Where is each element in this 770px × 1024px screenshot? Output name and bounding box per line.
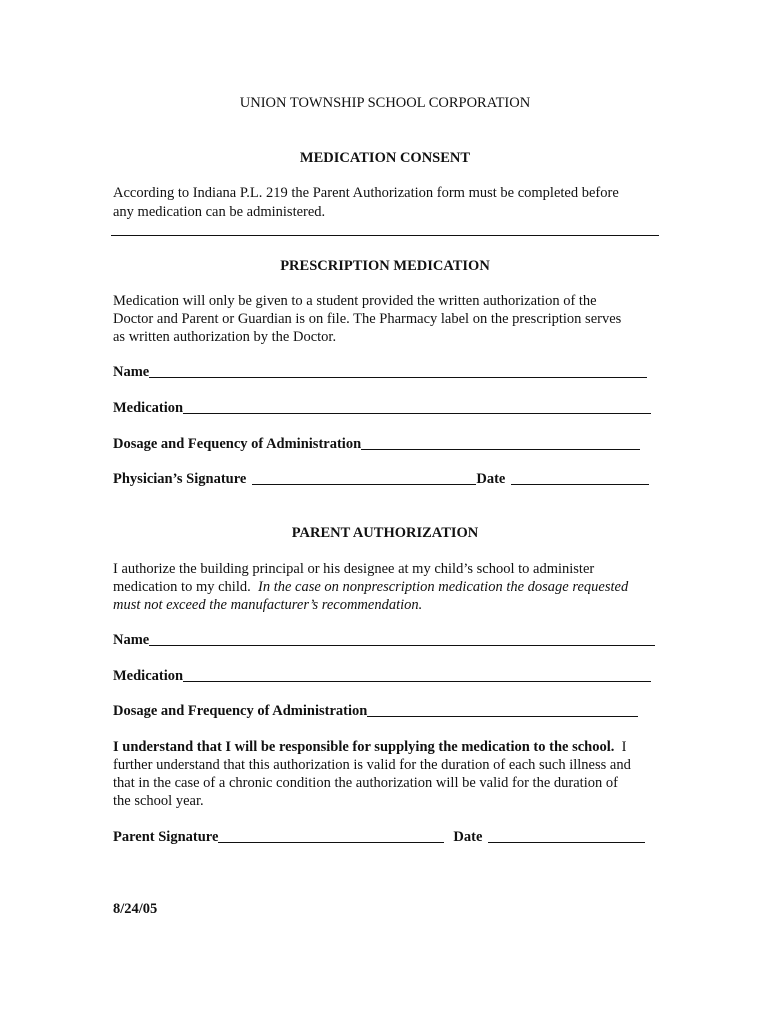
prescription-name-label: Name <box>113 364 150 380</box>
parent-medication-label: Medication <box>113 668 184 684</box>
prescription-dosage-line[interactable] <box>361 435 640 450</box>
physician-date-label: Date <box>476 471 506 487</box>
parent-text-line-2-plain: medication to my child. <box>113 579 258 595</box>
responsibility-line-2: further understand that this authorization is valid for the duration of each such illness and <box>113 757 631 773</box>
consent-title: MEDICATION CONSENT <box>299 150 471 166</box>
parent-text-line-3: must not exceed the manufacturer’s recommendation. <box>113 597 423 613</box>
prescription-text-line-3: as written authorization by the Doctor. <box>113 329 337 345</box>
parent-dosage-field[interactable] <box>113 702 638 720</box>
prescription-text-line-1: Medication will only be given to a student provided the written authorization of the <box>113 293 597 309</box>
responsibility-line-3: that in the case of a chronic condition the authorization will be valid for the duration of <box>113 775 618 791</box>
physician-date-line[interactable] <box>511 470 649 485</box>
responsibility-bold-text: I understand that I will be responsible for supplying the medication to the school. <box>113 739 615 755</box>
consent-text-line-1: According to Indiana P.L. 219 the Parent Authorization form must be completed before <box>113 185 619 201</box>
parent-text-line-2-italic: In the case on nonprescription medication the dosage requested <box>257 579 629 595</box>
parent-authorization-title: PARENT AUTHORIZATION <box>291 525 479 541</box>
parent-text-line-2 <box>113 578 628 596</box>
parent-medication-line[interactable] <box>183 667 651 682</box>
prescription-medication-line[interactable] <box>183 399 651 414</box>
prescription-medication-label: Medication <box>113 400 184 416</box>
prescription-medication-field[interactable] <box>113 399 651 417</box>
parent-dosage-label: Dosage and Frequency of Administration <box>113 703 368 719</box>
parent-date-label: Date <box>453 829 483 845</box>
prescription-text-line-2: Doctor and Parent or Guardian is on file. The Pharmacy label on the prescription serves <box>113 311 622 327</box>
physician-signature-field[interactable] <box>113 470 649 488</box>
section-divider <box>111 235 659 236</box>
responsibility-line-4: the school year. <box>113 793 204 809</box>
parent-name-line[interactable] <box>149 631 655 646</box>
prescription-dosage-field[interactable] <box>113 435 640 453</box>
consent-text-line-2: any medication can be administered. <box>113 204 326 220</box>
responsibility-continuation: I <box>614 739 627 755</box>
responsibility-line-1 <box>113 738 626 756</box>
prescription-name-field[interactable] <box>113 363 647 381</box>
parent-name-field[interactable] <box>113 631 655 649</box>
revision-date: 8/24/05 <box>113 901 158 917</box>
prescription-title: PRESCRIPTION MEDICATION <box>280 258 490 274</box>
physician-signature-line[interactable] <box>252 470 476 485</box>
parent-name-label: Name <box>113 632 150 648</box>
parent-medication-field[interactable] <box>113 667 651 685</box>
parent-text-line-1: I authorize the building principal or his designee at my child’s school to administer <box>113 561 595 577</box>
organization-name: UNION TOWNSHIP SCHOOL CORPORATION <box>239 95 531 111</box>
physician-signature-label: Physician’s Signature <box>113 471 247 487</box>
prescription-name-line[interactable] <box>149 363 647 378</box>
parent-dosage-line[interactable] <box>367 702 638 717</box>
parent-signature-line[interactable] <box>218 828 444 843</box>
prescription-dosage-label: Dosage and Fequency of Administration <box>113 436 362 452</box>
parent-signature-label: Parent Signature <box>113 829 219 845</box>
parent-date-line[interactable] <box>488 828 645 843</box>
parent-signature-field[interactable] <box>113 828 645 846</box>
